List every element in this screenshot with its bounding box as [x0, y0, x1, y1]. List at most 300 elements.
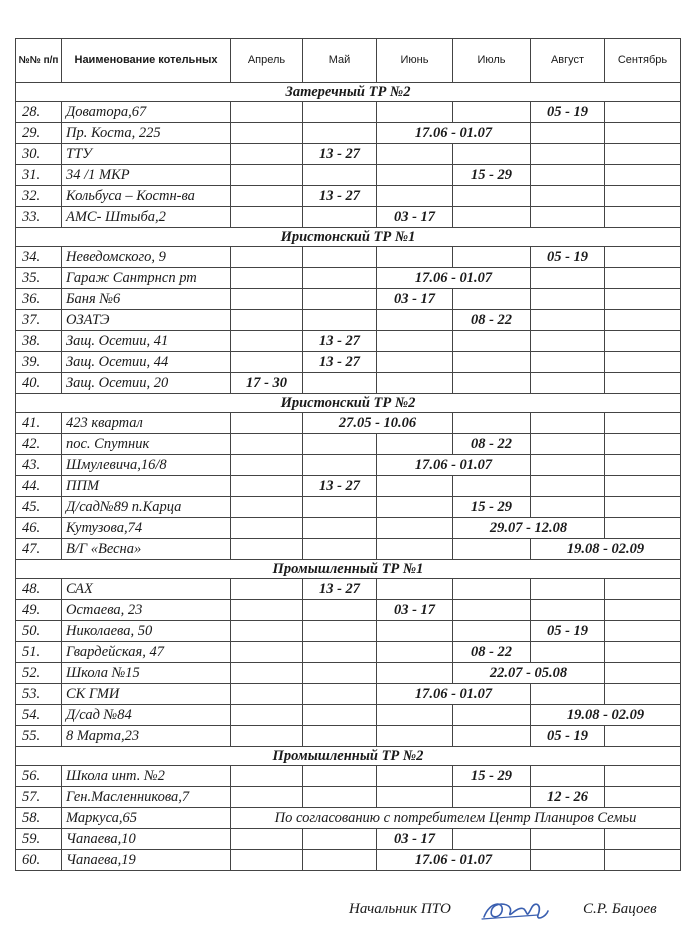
empty-month-cell [231, 850, 303, 871]
boiler-name: АМС- Штыба,2 [62, 207, 231, 228]
empty-month-cell [531, 642, 605, 663]
empty-month-cell [531, 600, 605, 621]
empty-month-cell [303, 434, 377, 455]
boiler-name: 8 Марта,23 [62, 726, 231, 747]
empty-month-cell [303, 705, 377, 726]
section-header-row [16, 228, 681, 247]
empty-month-cell [531, 310, 605, 331]
boiler-name: Доватора,67 [62, 102, 231, 123]
empty-month-cell [303, 850, 377, 871]
empty-month-cell [377, 434, 453, 455]
empty-month-cell [605, 850, 681, 871]
maintenance-period: 03 - 17 [377, 289, 453, 310]
empty-month-cell [531, 331, 605, 352]
column-header-june: Июнь [377, 39, 453, 83]
maintenance-period: 05 - 19 [531, 102, 605, 123]
row-number: 44. [16, 476, 62, 497]
empty-month-cell [231, 518, 303, 539]
empty-month-cell [231, 207, 303, 228]
empty-month-cell [231, 705, 303, 726]
boiler-name: Гвардейская, 47 [62, 642, 231, 663]
empty-month-cell [303, 310, 377, 331]
row-number: 36. [16, 289, 62, 310]
boiler-name: Баня №6 [62, 289, 231, 310]
empty-month-cell [531, 144, 605, 165]
boiler-name: Неведомского, 9 [62, 247, 231, 268]
table-row [16, 144, 681, 165]
empty-month-cell [231, 247, 303, 268]
empty-month-cell [303, 539, 377, 560]
empty-month-cell [377, 102, 453, 123]
empty-month-cell [605, 518, 681, 539]
empty-month-cell [231, 186, 303, 207]
empty-month-cell [531, 684, 605, 705]
empty-month-cell [605, 497, 681, 518]
empty-month-cell [453, 289, 531, 310]
boiler-name: В/Г «Весна» [62, 539, 231, 560]
row-number: 54. [16, 705, 62, 726]
table-row [16, 539, 681, 560]
empty-month-cell [531, 850, 605, 871]
boiler-name: пос. Спутник [62, 434, 231, 455]
column-header-july: Июль [453, 39, 531, 83]
row-number: 35. [16, 268, 62, 289]
boiler-name: 423 квартал [62, 413, 231, 434]
empty-month-cell [231, 539, 303, 560]
empty-month-cell [377, 352, 453, 373]
empty-month-cell [231, 600, 303, 621]
table-row [16, 331, 681, 352]
empty-month-cell [605, 165, 681, 186]
table-row [16, 165, 681, 186]
boiler-name: Школа №15 [62, 663, 231, 684]
row-number: 48. [16, 579, 62, 600]
maintenance-period: 08 - 22 [453, 642, 531, 663]
empty-month-cell [231, 434, 303, 455]
empty-month-cell [605, 434, 681, 455]
section-title: Иристонский ТР №2 [16, 394, 681, 413]
column-header-april: Апрель [231, 39, 303, 83]
table-body [16, 83, 681, 871]
empty-month-cell [531, 186, 605, 207]
empty-month-cell [605, 829, 681, 850]
empty-month-cell [453, 373, 531, 394]
maintenance-period: 13 - 27 [303, 186, 377, 207]
empty-month-cell [453, 579, 531, 600]
empty-month-cell [605, 331, 681, 352]
empty-month-cell [605, 289, 681, 310]
column-header-may: Май [303, 39, 377, 83]
column-header-number: №№ п/п [16, 39, 62, 83]
table-row [16, 600, 681, 621]
table-row [16, 579, 681, 600]
empty-month-cell [453, 829, 531, 850]
empty-month-cell [231, 123, 303, 144]
empty-month-cell [605, 373, 681, 394]
empty-month-cell [303, 123, 377, 144]
empty-month-cell [605, 663, 681, 684]
row-number: 50. [16, 621, 62, 642]
table-row [16, 289, 681, 310]
empty-month-cell [605, 268, 681, 289]
row-number: 46. [16, 518, 62, 539]
empty-month-cell [231, 289, 303, 310]
empty-month-cell [303, 726, 377, 747]
signer-name: С.Р. Бацоев [583, 901, 657, 917]
empty-month-cell [605, 310, 681, 331]
empty-month-cell [453, 207, 531, 228]
table-row [16, 518, 681, 539]
maintenance-period: 13 - 27 [303, 476, 377, 497]
maintenance-period: 13 - 27 [303, 331, 377, 352]
empty-month-cell [531, 497, 605, 518]
empty-month-cell [605, 476, 681, 497]
empty-month-cell [377, 663, 453, 684]
empty-month-cell [605, 144, 681, 165]
empty-month-cell [231, 579, 303, 600]
empty-month-cell [303, 373, 377, 394]
empty-month-cell [303, 268, 377, 289]
empty-month-cell [377, 518, 453, 539]
row-number: 51. [16, 642, 62, 663]
boiler-name: Кольбуса – Костн-ва [62, 186, 231, 207]
empty-month-cell [605, 186, 681, 207]
empty-month-cell [303, 497, 377, 518]
boiler-name: Защ. Осетии, 44 [62, 352, 231, 373]
table-row [16, 705, 681, 726]
empty-month-cell [453, 144, 531, 165]
section-title: Иристонский ТР №1 [16, 228, 681, 247]
empty-month-cell [531, 413, 605, 434]
empty-month-cell [605, 684, 681, 705]
boiler-name: 34 /1 МКР [62, 165, 231, 186]
row-number: 31. [16, 165, 62, 186]
table-row [16, 413, 681, 434]
empty-month-cell [303, 663, 377, 684]
empty-month-cell [453, 726, 531, 747]
maintenance-period: 05 - 19 [531, 247, 605, 268]
empty-month-cell [531, 476, 605, 497]
empty-month-cell [377, 642, 453, 663]
empty-month-cell [377, 497, 453, 518]
empty-month-cell [231, 268, 303, 289]
section-header-row [16, 83, 681, 102]
maintenance-period: 17.06 - 01.07 [377, 684, 531, 705]
table-row [16, 850, 681, 871]
table-row [16, 186, 681, 207]
boiler-name: Остаева, 23 [62, 600, 231, 621]
empty-month-cell [531, 766, 605, 787]
maintenance-period: 15 - 29 [453, 165, 531, 186]
empty-month-cell [377, 165, 453, 186]
empty-month-cell [453, 787, 531, 808]
row-number: 38. [16, 331, 62, 352]
empty-month-cell [377, 787, 453, 808]
empty-month-cell [377, 144, 453, 165]
schedule-note: По согласованию с потребителем Центр Планиров Семьи [231, 808, 681, 829]
empty-month-cell [453, 600, 531, 621]
empty-month-cell [531, 207, 605, 228]
row-number: 45. [16, 497, 62, 518]
empty-month-cell [605, 352, 681, 373]
row-number: 53. [16, 684, 62, 705]
empty-month-cell [231, 352, 303, 373]
maintenance-period: 17.06 - 01.07 [377, 268, 531, 289]
empty-month-cell [605, 413, 681, 434]
signature-block [0, 897, 691, 927]
empty-month-cell [303, 642, 377, 663]
table-row [16, 726, 681, 747]
empty-month-cell [303, 766, 377, 787]
table-row [16, 829, 681, 850]
empty-month-cell [303, 247, 377, 268]
empty-month-cell [605, 102, 681, 123]
table-header-row [16, 39, 681, 83]
empty-month-cell [531, 455, 605, 476]
maintenance-period: 08 - 22 [453, 310, 531, 331]
maintenance-period: 15 - 29 [453, 497, 531, 518]
empty-month-cell [231, 726, 303, 747]
table-row [16, 684, 681, 705]
maintenance-period: 22.07 - 05.08 [453, 663, 605, 684]
empty-month-cell [303, 455, 377, 476]
empty-month-cell [303, 289, 377, 310]
section-header-row [16, 394, 681, 413]
empty-month-cell [605, 600, 681, 621]
maintenance-period: 08 - 22 [453, 434, 531, 455]
boiler-name: ОЗАТЭ [62, 310, 231, 331]
maintenance-period: 15 - 29 [453, 766, 531, 787]
table-row [16, 787, 681, 808]
empty-month-cell [303, 829, 377, 850]
row-number: 41. [16, 413, 62, 434]
table-row [16, 766, 681, 787]
row-number: 52. [16, 663, 62, 684]
boiler-name: СК ГМИ [62, 684, 231, 705]
boiler-name: Маркуса,65 [62, 808, 231, 829]
empty-month-cell [377, 247, 453, 268]
empty-month-cell [531, 165, 605, 186]
empty-month-cell [231, 455, 303, 476]
row-number: 42. [16, 434, 62, 455]
section-title: Промышленный ТР №1 [16, 560, 681, 579]
table-row [16, 352, 681, 373]
empty-month-cell [231, 476, 303, 497]
empty-month-cell [303, 102, 377, 123]
empty-month-cell [453, 186, 531, 207]
empty-month-cell [377, 186, 453, 207]
row-number: 30. [16, 144, 62, 165]
empty-month-cell [377, 726, 453, 747]
table-row [16, 434, 681, 455]
table-row [16, 808, 681, 829]
empty-month-cell [531, 352, 605, 373]
empty-month-cell [453, 352, 531, 373]
empty-month-cell [453, 621, 531, 642]
boiler-name: Николаева, 50 [62, 621, 231, 642]
handwritten-signature [480, 897, 550, 925]
empty-month-cell [531, 123, 605, 144]
row-number: 39. [16, 352, 62, 373]
empty-month-cell [231, 331, 303, 352]
boiler-name: Защ. Осетии, 20 [62, 373, 231, 394]
boiler-name: САХ [62, 579, 231, 600]
row-number: 47. [16, 539, 62, 560]
maintenance-period: 03 - 17 [377, 829, 453, 850]
empty-month-cell [303, 787, 377, 808]
maintenance-period: 13 - 27 [303, 352, 377, 373]
empty-month-cell [303, 165, 377, 186]
table-row [16, 102, 681, 123]
boiler-name: Школа инт. №2 [62, 766, 231, 787]
maintenance-period: 03 - 17 [377, 600, 453, 621]
row-number: 59. [16, 829, 62, 850]
empty-month-cell [453, 705, 531, 726]
empty-month-cell [377, 579, 453, 600]
table-row [16, 621, 681, 642]
empty-month-cell [303, 600, 377, 621]
section-title: Затеречный ТР №2 [16, 83, 681, 102]
maintenance-period: 19.08 - 02.09 [531, 705, 681, 726]
empty-month-cell [377, 705, 453, 726]
maintenance-period: 05 - 19 [531, 726, 605, 747]
empty-month-cell [231, 766, 303, 787]
maintenance-period: 05 - 19 [531, 621, 605, 642]
section-title: Промышленный ТР №2 [16, 747, 681, 766]
boiler-name: Чапаева,19 [62, 850, 231, 871]
empty-month-cell [231, 684, 303, 705]
boiler-name: Д/сад №84 [62, 705, 231, 726]
empty-month-cell [377, 621, 453, 642]
row-number: 56. [16, 766, 62, 787]
empty-month-cell [453, 539, 531, 560]
empty-month-cell [531, 268, 605, 289]
table-row [16, 207, 681, 228]
maintenance-period: 12 - 26 [531, 787, 605, 808]
row-number: 32. [16, 186, 62, 207]
column-header-august: Август [531, 39, 605, 83]
empty-month-cell [605, 123, 681, 144]
empty-month-cell [303, 621, 377, 642]
empty-month-cell [231, 413, 303, 434]
boiler-name: Защ. Осетии, 41 [62, 331, 231, 352]
empty-month-cell [531, 579, 605, 600]
empty-month-cell [605, 621, 681, 642]
boiler-name: Шмулевича,16/8 [62, 455, 231, 476]
empty-month-cell [531, 434, 605, 455]
maintenance-period: 03 - 17 [377, 207, 453, 228]
maintenance-period: 13 - 27 [303, 144, 377, 165]
signer-position: Начальник ПТО [349, 901, 451, 917]
empty-month-cell [453, 331, 531, 352]
row-number: 55. [16, 726, 62, 747]
table-row [16, 310, 681, 331]
row-number: 40. [16, 373, 62, 394]
empty-month-cell [231, 663, 303, 684]
empty-month-cell [303, 518, 377, 539]
boiler-name: Ген.Масленникова,7 [62, 787, 231, 808]
section-header-row [16, 747, 681, 766]
empty-month-cell [605, 247, 681, 268]
boiler-name: ППМ [62, 476, 231, 497]
empty-month-cell [531, 289, 605, 310]
empty-month-cell [377, 766, 453, 787]
boiler-name: Гараж Сантрнсп рт [62, 268, 231, 289]
boiler-name: Пр. Коста, 225 [62, 123, 231, 144]
empty-month-cell [231, 497, 303, 518]
empty-month-cell [303, 684, 377, 705]
maintenance-period: 13 - 27 [303, 579, 377, 600]
boiler-name: Чапаева,10 [62, 829, 231, 850]
empty-month-cell [231, 310, 303, 331]
row-number: 33. [16, 207, 62, 228]
row-number: 57. [16, 787, 62, 808]
column-header-name: Наименование котельных [62, 39, 231, 83]
boiler-name: ТТУ [62, 144, 231, 165]
table-row [16, 642, 681, 663]
empty-month-cell [605, 579, 681, 600]
table-row [16, 455, 681, 476]
empty-month-cell [231, 829, 303, 850]
boiler-name: Кутузова,74 [62, 518, 231, 539]
empty-month-cell [231, 621, 303, 642]
row-number: 34. [16, 247, 62, 268]
maintenance-period: 17 - 30 [231, 373, 303, 394]
table-row [16, 497, 681, 518]
empty-month-cell [605, 766, 681, 787]
empty-month-cell [453, 247, 531, 268]
row-number: 28. [16, 102, 62, 123]
empty-month-cell [605, 207, 681, 228]
empty-month-cell [377, 310, 453, 331]
empty-month-cell [377, 476, 453, 497]
empty-month-cell [605, 455, 681, 476]
empty-month-cell [453, 102, 531, 123]
empty-month-cell [377, 331, 453, 352]
section-header-row [16, 560, 681, 579]
maintenance-period: 29.07 - 12.08 [453, 518, 605, 539]
row-number: 60. [16, 850, 62, 871]
boiler-name: Д/сад№89 п.Карца [62, 497, 231, 518]
empty-month-cell [453, 413, 531, 434]
maintenance-period: 27.05 - 10.06 [303, 413, 453, 434]
maintenance-period: 17.06 - 01.07 [377, 123, 531, 144]
empty-month-cell [231, 165, 303, 186]
column-header-september: Сентябрь [605, 39, 681, 83]
table-row [16, 663, 681, 684]
empty-month-cell [377, 539, 453, 560]
empty-month-cell [231, 787, 303, 808]
empty-month-cell [377, 373, 453, 394]
empty-month-cell [605, 726, 681, 747]
table-row [16, 268, 681, 289]
empty-month-cell [531, 829, 605, 850]
empty-month-cell [231, 642, 303, 663]
empty-month-cell [453, 476, 531, 497]
row-number: 43. [16, 455, 62, 476]
row-number: 29. [16, 123, 62, 144]
empty-month-cell [531, 373, 605, 394]
empty-month-cell [231, 144, 303, 165]
maintenance-schedule-table [15, 38, 681, 871]
maintenance-period: 19.08 - 02.09 [531, 539, 681, 560]
row-number: 49. [16, 600, 62, 621]
empty-month-cell [605, 642, 681, 663]
empty-month-cell [605, 787, 681, 808]
row-number: 37. [16, 310, 62, 331]
table-row [16, 123, 681, 144]
table-row [16, 476, 681, 497]
